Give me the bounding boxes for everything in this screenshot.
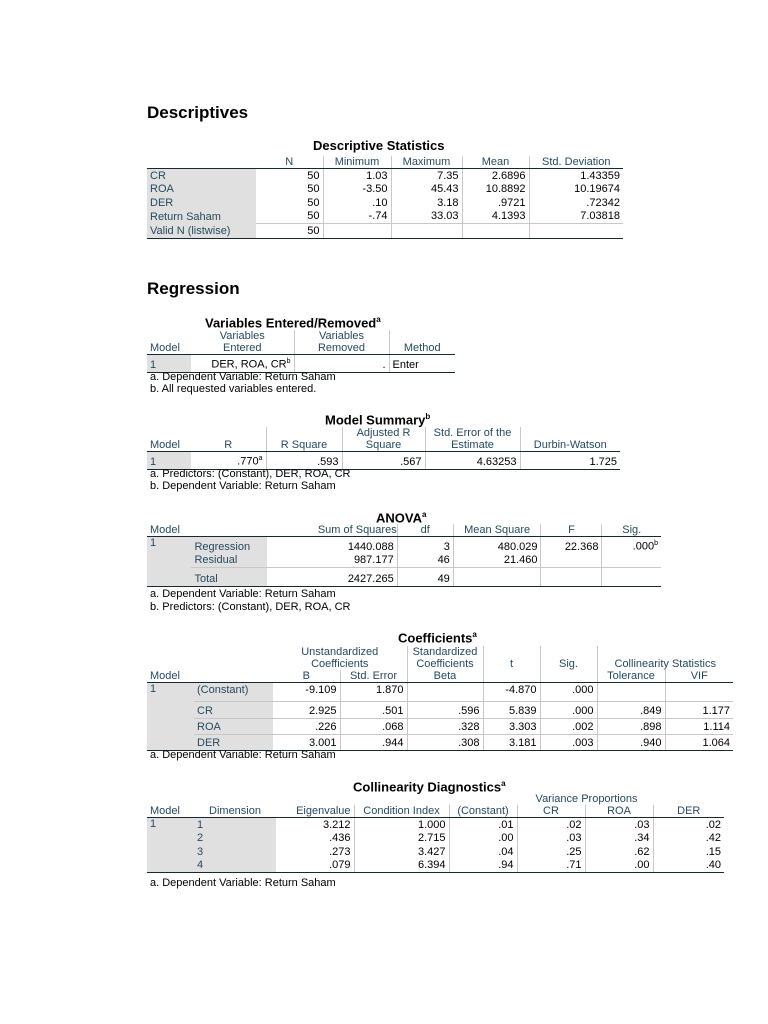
footnote: b. All requested variables entered. [150, 383, 317, 395]
table-row [147, 224, 623, 239]
col-std-deviation: Std. Deviation [529, 156, 623, 169]
cell: 480.029 [453, 537, 541, 554]
cell: 10.19674 [529, 183, 623, 197]
descriptive-statistics-title: Descriptive Statistics [313, 138, 445, 153]
cell: 1.03 [323, 169, 391, 183]
cell: 1.43359 [529, 169, 623, 183]
col-adjusted-r-square: Adjusted R Square [342, 427, 425, 452]
dimension-label: 2 [194, 832, 276, 846]
regression-heading: Regression [147, 279, 240, 298]
cell: .003 [540, 735, 597, 751]
footnote: a. Dependent Variable: Return Saham [150, 371, 336, 383]
cell: 50 [256, 224, 323, 239]
cell: 49 [397, 568, 453, 587]
cell [462, 224, 529, 239]
row-label: (Constant) [194, 683, 273, 702]
cell: 1.177 [665, 702, 733, 719]
cell: .40 [653, 859, 724, 873]
cell: 1440.088 [347, 540, 394, 553]
cell: 6.394 [354, 859, 449, 873]
cell [529, 224, 623, 239]
cell: .04 [449, 845, 517, 859]
collinearity-title: Collinearity Diagnostics$^a$ [353, 779, 506, 795]
cell: 2427.265 [267, 568, 398, 587]
variables-entered-title: Variables Entered/Removed$^a$ [205, 315, 381, 331]
row-label: ROA [147, 183, 256, 197]
col-n: N [256, 156, 323, 169]
cell: 2.6896 [462, 169, 529, 183]
col-collinearity-statistics: Collinearity Statistics [597, 646, 733, 670]
col-constant: (Constant) [449, 805, 517, 818]
table-row [147, 719, 733, 735]
col-beta: Beta [407, 670, 483, 683]
footnote: a. Dependent Variable: Return Saham [150, 749, 336, 761]
col-model: Model [147, 427, 191, 452]
cell: .770$^a$ [191, 452, 266, 470]
col-roa: ROA [585, 805, 653, 818]
cell: 50 [307, 169, 320, 182]
cell: .308 [407, 735, 483, 751]
cell: 50 [307, 183, 320, 195]
cell: .898 [597, 719, 665, 735]
col-std-error-estimate: Std. Error of the Estimate [425, 427, 520, 452]
cell: 33.03 [391, 210, 462, 224]
cell: .436 [329, 832, 351, 844]
row-label: Return Saham [147, 210, 256, 224]
cell: .00 [585, 859, 653, 873]
cell: -9.109 [305, 684, 337, 696]
cell [407, 683, 483, 702]
col-eigenvalue: Eigenvalue [276, 805, 354, 818]
cell: .226 [273, 719, 340, 735]
anova-table [147, 524, 661, 587]
col-sum-of-squares: Sum of Squares [267, 524, 398, 537]
col-maximum: Maximum [391, 156, 462, 169]
coefficients-table [147, 646, 733, 751]
col-mean: Mean [462, 156, 529, 169]
cell: .000$^b$ [602, 537, 661, 554]
cell: .42 [653, 832, 724, 846]
cell: 3.001 [273, 735, 340, 751]
cell: 50 [307, 210, 320, 222]
cell: .15 [653, 845, 724, 859]
cell: 3.181 [483, 735, 540, 751]
cell [597, 683, 665, 702]
model-number: 1 [147, 452, 191, 470]
row-label: Residual [191, 554, 266, 568]
cell: .02 [517, 818, 585, 832]
cell: .94 [449, 859, 517, 873]
cell: .25 [517, 845, 585, 859]
cell: .501 [340, 702, 407, 719]
model-number: 1 [147, 683, 194, 751]
cell: .000 [540, 702, 597, 719]
col-minimum: Minimum [323, 156, 391, 169]
col-mean-square: Mean Square [453, 524, 541, 537]
table-row [147, 568, 661, 587]
col-vif: VIF [665, 670, 733, 683]
table-row [147, 859, 724, 873]
cell: .01 [449, 818, 517, 832]
footnote: b. Predictors: (Constant), DER, ROA, CR [150, 601, 351, 613]
table-row [147, 702, 733, 719]
cell: 21.460 [453, 554, 541, 568]
footnote: a. Dependent Variable: Return Saham [150, 877, 336, 889]
cell: 1.725 [520, 452, 620, 470]
cell: 45.43 [391, 183, 462, 197]
footnote: a. Dependent Variable: Return Saham [150, 588, 336, 600]
model-summary-table [147, 427, 620, 470]
cell: 1.870 [340, 683, 407, 702]
cell: .9721 [462, 196, 529, 210]
footnote: a. Predictors: (Constant), DER, ROA, CR [150, 468, 351, 480]
cell [602, 568, 661, 587]
cell: DER, ROA, $CR^b$ [191, 355, 294, 373]
col-df: df [397, 524, 453, 537]
cell [323, 224, 391, 239]
col-f: F [541, 524, 602, 537]
row-label: CR [194, 702, 273, 719]
table-row [147, 818, 724, 832]
model-number: 1 [147, 355, 191, 373]
cell [391, 224, 462, 239]
cell: 1.064 [665, 735, 733, 751]
table-row [147, 554, 661, 568]
cell: 2.925 [273, 702, 340, 719]
dimension-label: 3 [194, 845, 276, 859]
table-row [147, 537, 661, 554]
table-row [147, 832, 724, 846]
cell: 7.03818 [529, 210, 623, 224]
cell: 3.303 [483, 719, 540, 735]
cell: .34 [585, 832, 653, 846]
cell: .72342 [529, 196, 623, 210]
cell: .849 [597, 702, 665, 719]
cell: 10.8892 [462, 183, 529, 197]
row-label: Regression [191, 537, 266, 554]
col-sig: Sig. [602, 524, 661, 537]
cell: .940 [597, 735, 665, 751]
cell: 1.000 [354, 818, 449, 832]
row-label: Valid N (listwise) [147, 224, 256, 239]
cell: 3.18 [391, 196, 462, 210]
col-r-square: R Square [266, 427, 342, 452]
col-b: B [273, 670, 340, 683]
row-label: DER [194, 735, 273, 751]
table-row [147, 355, 455, 373]
descriptive-statistics-table [147, 156, 623, 239]
col-std-error: Std. Error [340, 670, 407, 683]
cell [541, 568, 602, 587]
col-tolerance: Tolerance [597, 670, 665, 683]
cell: .273 [329, 845, 351, 858]
row-label: DER [147, 196, 256, 210]
col-standardized-coefficients: Standardized Coefficients [407, 646, 483, 670]
cell: 22.368 [541, 537, 602, 554]
cell: 4.63253 [425, 452, 520, 470]
cell: 3 [397, 537, 453, 554]
col-t: t [483, 646, 540, 683]
footnote: b. Dependent Variable: Return Saham [150, 480, 336, 492]
anova-title: ANOVA$^a$ [376, 510, 427, 526]
col-model: Model [147, 805, 194, 818]
variables-entered-table [147, 330, 455, 373]
table-row [147, 196, 623, 210]
dimension-label: 4 [194, 859, 276, 873]
cell: .000 [540, 683, 597, 702]
col-condition-index: Condition Index [354, 805, 449, 818]
dimension-label: 1 [194, 818, 276, 832]
table-row [147, 683, 733, 702]
cell: .03 [517, 832, 585, 846]
table-row [147, 210, 623, 224]
cell: 3.427 [354, 845, 449, 859]
cell [453, 568, 541, 587]
cell: -3.50 [323, 183, 391, 197]
cell: 3.212 [322, 818, 351, 831]
cell: 987.177 [353, 554, 394, 567]
cell: 7.35 [391, 169, 462, 183]
cell [665, 683, 733, 702]
cell: .62 [585, 845, 653, 859]
col-variance-proportions: Variance Proportions [535, 793, 638, 805]
cell: .944 [340, 735, 407, 751]
row-label: ROA [194, 719, 273, 735]
collinearity-table [147, 793, 724, 873]
cell: .71 [517, 859, 585, 873]
col-der: DER [653, 805, 724, 818]
cell: .00 [449, 832, 517, 846]
cell: .567 [342, 452, 425, 470]
col-r: R [191, 427, 266, 452]
col-variables-entered: Variables Entered [191, 330, 294, 355]
cell: .068 [340, 719, 407, 735]
model-number: 1 [147, 537, 191, 587]
cell: .02 [653, 818, 724, 832]
cell: 46 [397, 554, 453, 568]
table-row [147, 183, 623, 197]
cell: .03 [585, 818, 653, 832]
cell [602, 554, 661, 568]
coefficients-title: Coefficients$^a$ [398, 630, 477, 646]
cell: 4.1393 [462, 210, 529, 224]
cell: .596 [407, 702, 483, 719]
table-row [147, 452, 620, 470]
col-durbin-watson: Durbin-Watson [520, 427, 620, 452]
cell: Enter [389, 355, 455, 373]
cell: 50 [307, 196, 320, 209]
model-summary-title: Model Summary$^b$ [325, 412, 431, 428]
cell: -4.870 [483, 683, 540, 702]
col-model: Model [147, 330, 191, 355]
table-row [147, 169, 623, 183]
col-method: Method [389, 330, 455, 355]
col-cr: CR [517, 805, 585, 818]
col-variables-removed: Variables Removed [294, 330, 389, 355]
row-label: CR [147, 169, 256, 183]
col-model: Model [147, 670, 194, 683]
col-unstandardized-coefficients: Unstandardized Coefficients [301, 646, 379, 670]
cell: .002 [540, 719, 597, 735]
table-row [147, 845, 724, 859]
cell: .10 [323, 196, 391, 210]
descriptives-heading: Descriptives [147, 103, 249, 122]
cell [541, 554, 602, 568]
cell: 2.715 [354, 832, 449, 846]
cell: 1.114 [665, 719, 733, 735]
row-label: Total [191, 568, 266, 587]
cell: 5.839 [483, 702, 540, 719]
cell: -.74 [323, 210, 391, 224]
col-model: Model [147, 524, 191, 537]
col-dimension: Dimension [194, 805, 276, 818]
cell: .593 [266, 452, 342, 470]
cell: .079 [276, 859, 354, 873]
cell: .328 [407, 719, 483, 735]
model-number: 1 [147, 818, 194, 873]
col-sig: Sig. [540, 646, 597, 683]
cell: . [294, 355, 389, 373]
